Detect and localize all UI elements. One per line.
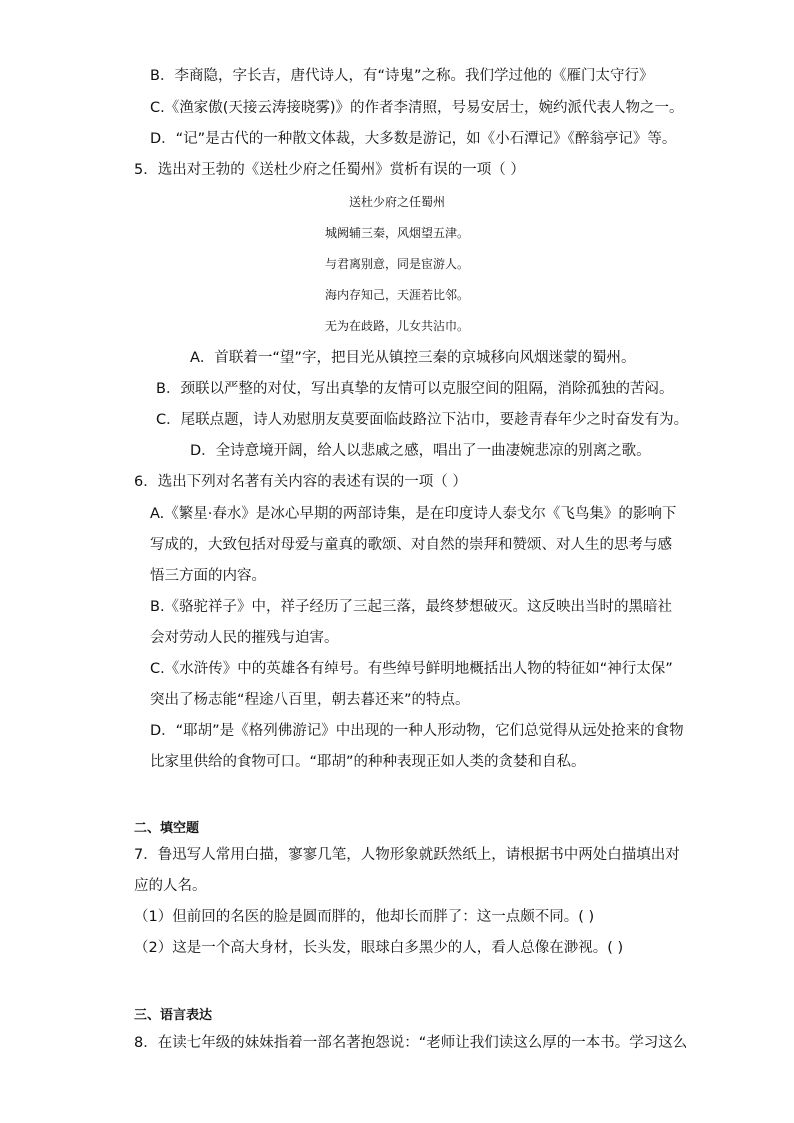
q7-item-2: （2）这是一个高大身材，长头发，眼球白多黑少的人，看人总像在渺视。( ) bbox=[134, 940, 624, 956]
q7-stem-cont: 应的人名。 bbox=[134, 878, 207, 894]
q6-option-b: B.《骆驼祥子》中，祥子经历了三起三落，最终梦想破灭。这反映出当时的黑暗社 bbox=[150, 599, 673, 615]
poem-line: 无为在歧路，儿女共沾巾。 bbox=[324, 319, 469, 333]
q5-stem: 5．选出对王勃的《送杜少府之任蜀州》赏析有误的一项（ ） bbox=[134, 162, 525, 178]
q6-stem: 6．选出下列对名著有关内容的表述有误的一项（ ） bbox=[134, 474, 467, 490]
q5-option-a: A．首联着一“望”字，把目光从镇控三秦的京城移向风烟迷蒙的蜀州。 bbox=[190, 350, 636, 366]
poem-line: 城阙辅三秦，风烟望五津。 bbox=[324, 226, 469, 240]
q7-item-1: （1）但前回的名医的脸是圆而胖的，他却长而胖了：这一点颇不同。( ) bbox=[134, 909, 595, 925]
q5-option-b: B．颈联以严整的对仗，写出真挚的友情可以克服空间的阻隔，消除孤独的苦闷。 bbox=[156, 381, 674, 397]
section-title-fill-in: 二、填空题 bbox=[134, 821, 200, 836]
q6-option-a-cont: 写成的，大致包括对母爱与童真的歌颂、对自然的崇拜和赞颂、对人生的思考与感 bbox=[150, 537, 672, 553]
q6-option-a-cont: 悟三方面的内容。 bbox=[150, 568, 266, 584]
q6-option-d-cont: 比家里供给的食物可口。“耶胡”的种种表现正如人类的贪婪和自私。 bbox=[150, 754, 586, 770]
q5-option-d: D．全诗意境开阔，给人以悲戚之感，唱出了一曲凄婉悲凉的别离之歌。 bbox=[190, 443, 651, 459]
section-title-language-expression: 三、语言表达 bbox=[134, 1008, 213, 1023]
q8-stem: 8．在读七年级的妹妹指着一部名著抱怨说：“老师让我们读这么厚的一本书。学习这么 bbox=[134, 1035, 688, 1051]
q6-option-a: A.《繁星·春水》是冰心早期的两部诗集，是在印度诗人泰戈尔《飞鸟集》的影响下 bbox=[150, 506, 677, 522]
q4-option-d: D．“记”是古代的一种散文体裁，大多数是游记，如《小石潭记》《醉翁亭记》等。 bbox=[150, 131, 677, 147]
q6-option-c: C.《水浒传》中的英雄各有绰号。有些绰号鲜明地概括出人物的特征如“神行太保” bbox=[150, 661, 673, 677]
q6-option-b-cont: 会对劳动人民的摧残与迫害。 bbox=[150, 630, 339, 646]
q4-option-b: B．李商隐，字长吉，唐代诗人，有“诗鬼”之称。我们学过他的《雁门太守行》 bbox=[150, 68, 654, 84]
poem-title: 送杜少府之任蜀州 bbox=[348, 195, 445, 209]
poem-line: 与君离别意，同是宦游人。 bbox=[324, 257, 469, 271]
q5-option-c: C．尾联点题，诗人劝慰朋友莫要面临歧路泣下沾巾，要趁青春年少之时奋发有为。 bbox=[156, 412, 689, 428]
q7-stem: 7．鲁迅写人常用白描，寥寥几笔，人物形象就跃然纸上，请根据书中两处白描填出对 bbox=[134, 847, 680, 863]
q4-option-c: C.《渔家傲(天接云涛接晓雾)》的作者李清照，号易安居士，婉约派代表人物之一。 bbox=[150, 100, 684, 116]
poem-line: 海内存知己，天涯若比邻。 bbox=[324, 288, 469, 302]
q6-option-d: D．“耶胡”是《格列佛游记》中出现的一种人形动物，它们总觉得从远处抢来的食物 bbox=[150, 723, 684, 739]
q6-option-c-cont: 突出了杨志能“程途八百里，朝去暮还来”的特点。 bbox=[150, 692, 470, 708]
